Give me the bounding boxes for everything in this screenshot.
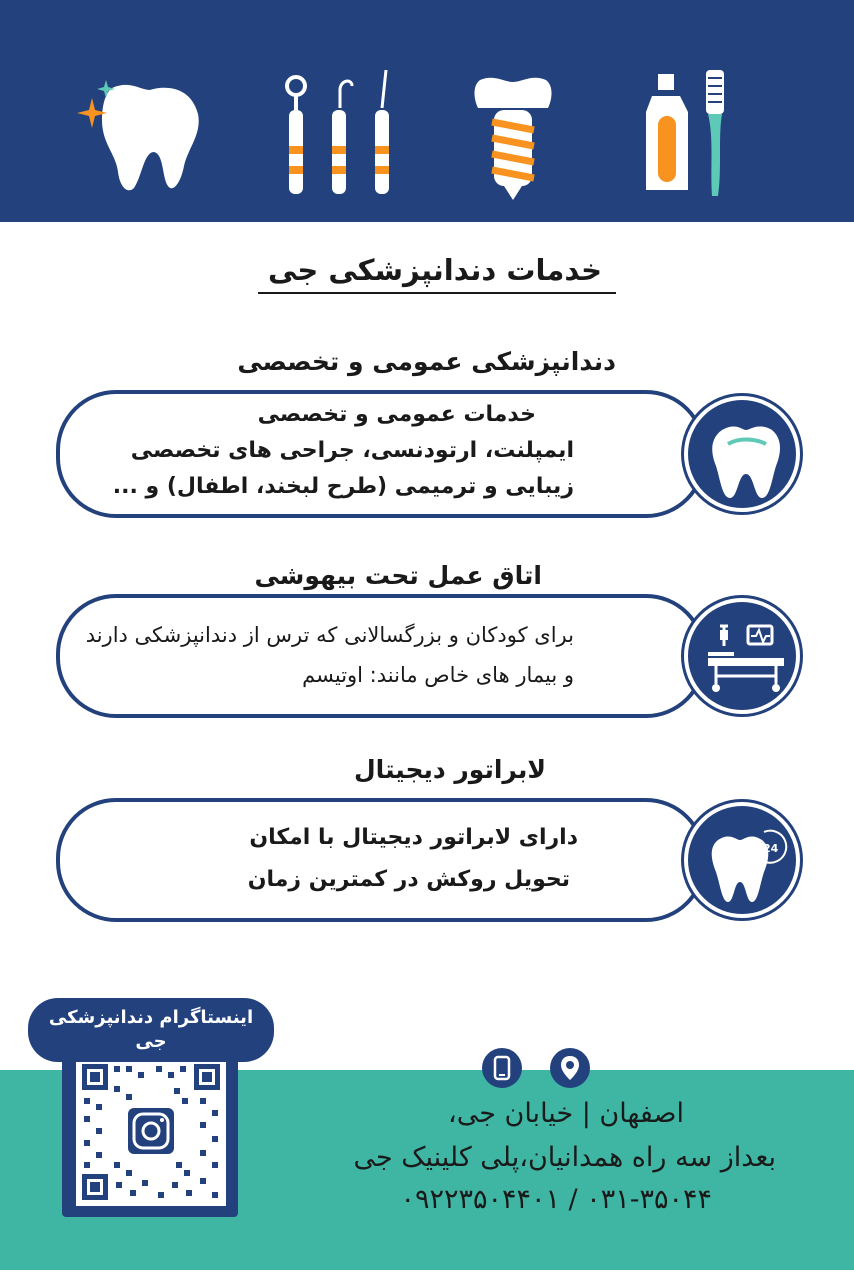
card-general-dentistry bbox=[56, 390, 706, 518]
badge-24-text: 24 bbox=[763, 842, 779, 855]
instagram-qr-code[interactable] bbox=[76, 1058, 226, 1206]
hospital-bed-icon bbox=[688, 602, 804, 718]
implant-icon bbox=[470, 74, 556, 202]
dental-tools-icon bbox=[282, 70, 402, 198]
instagram-label bbox=[28, 998, 274, 1062]
instagram-label-line2: جی bbox=[135, 1031, 167, 1052]
hospital-bed-icon-badge bbox=[684, 598, 800, 714]
location-pin-icon[interactable] bbox=[550, 1048, 590, 1088]
toothpaste-toothbrush-icon bbox=[644, 68, 730, 200]
address-line-2: بعداز سه راه همدانیان،پلی کلینیک جی bbox=[353, 1142, 776, 1173]
tooth-24h-icon-badge bbox=[684, 802, 800, 918]
page-title: خدمات دندانپزشکی جی bbox=[267, 253, 603, 287]
phone-icon[interactable] bbox=[482, 1048, 522, 1088]
tooth-icon-badge bbox=[684, 396, 800, 512]
card-line: ایمپلنت، ارتودنسی، جراحی های تخصصی bbox=[130, 438, 574, 463]
section-title-digital-lab: لابراتور دیجیتال bbox=[353, 755, 546, 784]
tooth-sparkle-icon bbox=[72, 74, 204, 194]
card-operating-room bbox=[56, 594, 706, 718]
tooth-icon bbox=[688, 400, 804, 516]
header-banner bbox=[0, 0, 854, 222]
footer-bottom-strip bbox=[0, 1270, 854, 1280]
tooth-24h-icon bbox=[688, 806, 804, 922]
instagram-label-line1: اینستاگرام دندانپزشکی bbox=[48, 1007, 254, 1028]
card-digital-lab bbox=[56, 798, 706, 922]
card-line: تحویل روکش در کمترین زمان bbox=[247, 867, 570, 892]
address-line-1: اصفهان | خیابان جی، bbox=[448, 1098, 684, 1129]
card-line: و بیمار های خاص مانند: اوتیسم bbox=[302, 663, 574, 687]
card-line: برای کودکان و بزرگسالانی که ترس از دندانپزشکی دارند bbox=[85, 623, 574, 647]
card-line: دارای لابراتور دیجیتال با امکان bbox=[249, 825, 578, 850]
card-line: زیبایی و ترمیمی (طرح لبخند، اطفال) و ... bbox=[112, 474, 574, 499]
card-line: خدمات عمومی و تخصصی bbox=[257, 402, 536, 427]
section-title-operating-room: اتاق عمل تحت بیهوشی bbox=[254, 561, 542, 590]
title-underline bbox=[258, 292, 616, 294]
section-title-general: دندانپزشکی عمومی و تخصصی bbox=[237, 347, 616, 376]
phone-numbers: ۰۹۲۲۳۵۰۴۴۰۱ / ۰۳۱-۳۵۰۴۴ bbox=[400, 1184, 712, 1215]
